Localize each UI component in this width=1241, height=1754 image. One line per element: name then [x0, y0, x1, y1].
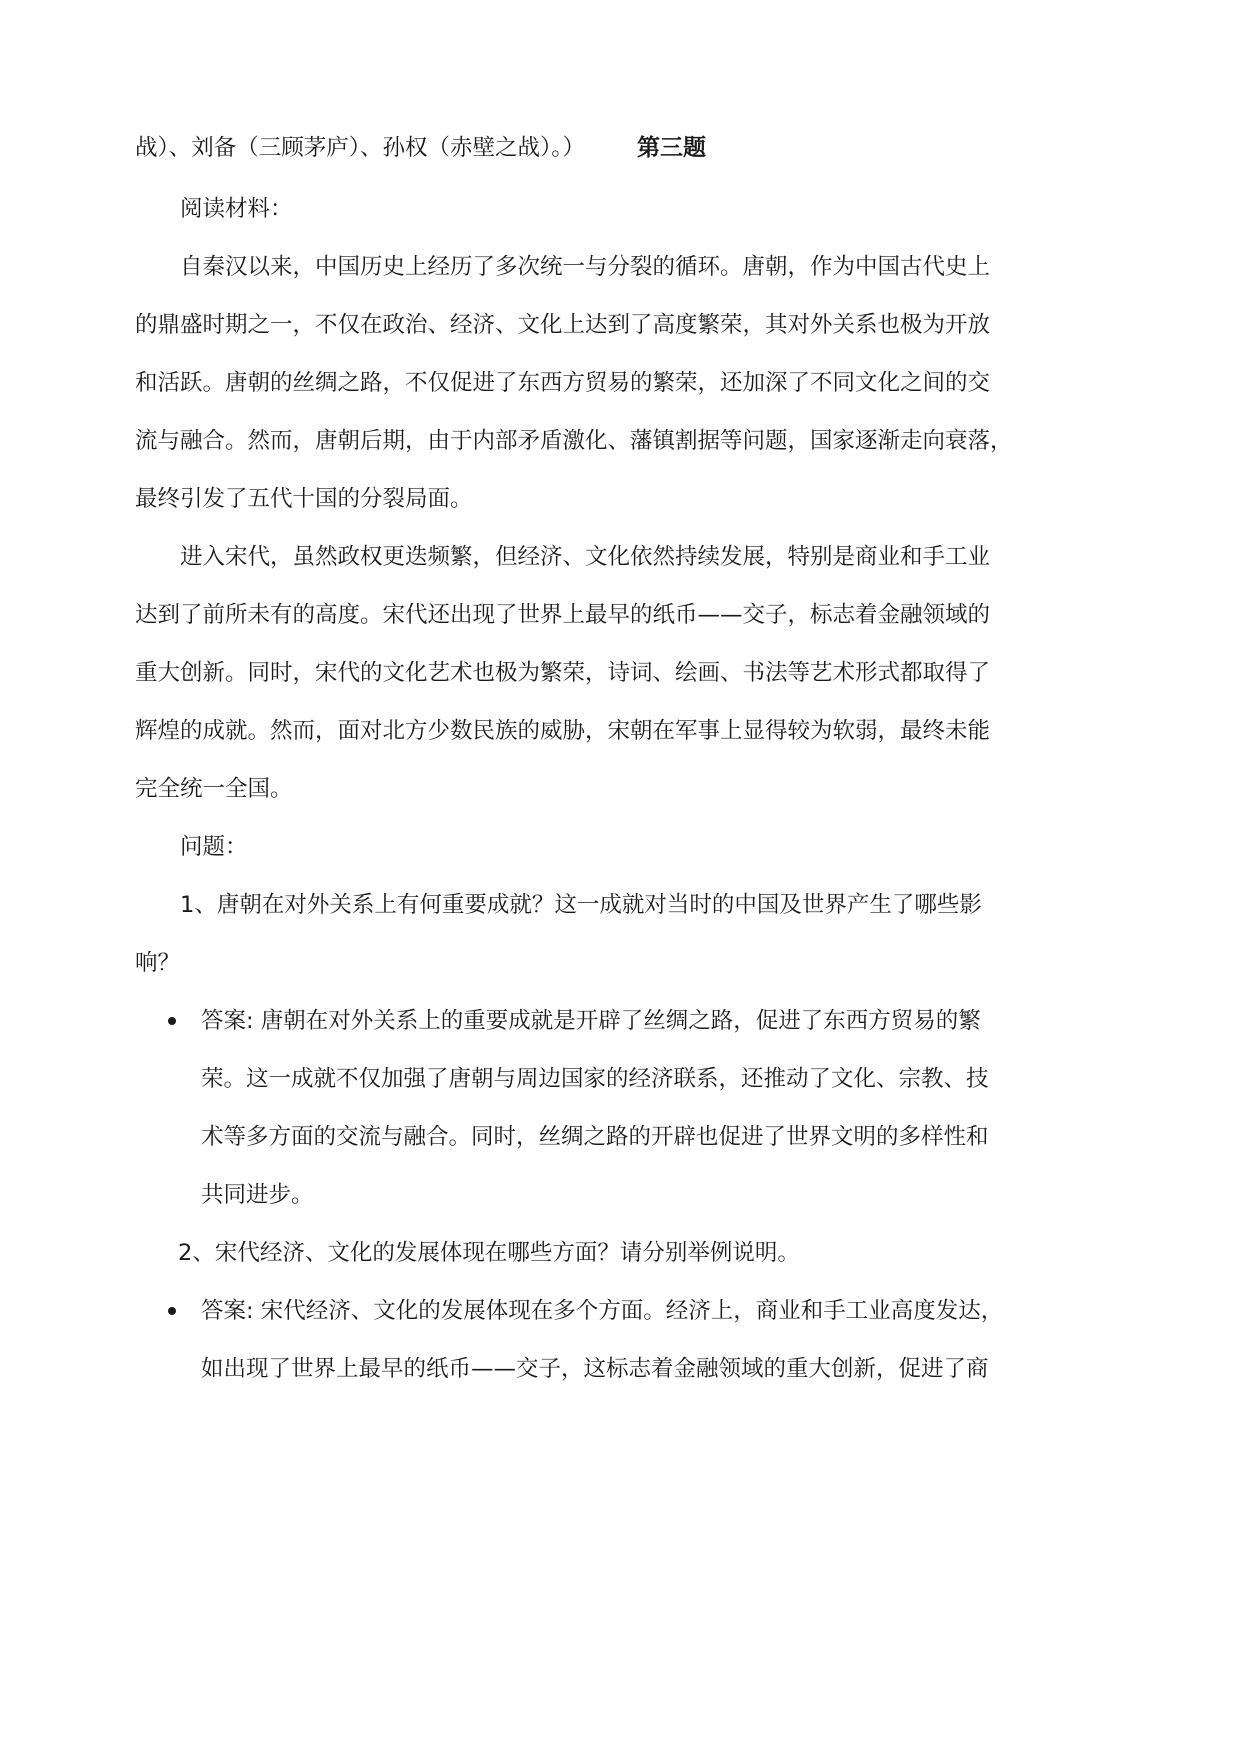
paragraph1-line: 的鼎盛时期之一，不仅在政治、经济、文化上达到了高度繁荣，其对外关系也极为开放: [135, 312, 991, 338]
paragraph1-line: 自秦汉以来，中国历史上经历了多次统一与分裂的循环。唐朝，作为中国古代史上: [180, 254, 991, 280]
paragraph2-line: 达到了前所未有的高度。宋代还出现了世界上最早的纸币——交子，标志着金融领域的: [135, 602, 991, 628]
answer1-line: 共同进步。: [201, 1182, 314, 1208]
paragraph2-line: 重大创新。同时，宋代的文化艺术也极为繁荣，诗词、绘画、书法等艺术形式都取得了: [135, 660, 991, 686]
answer2-line: 如出现了世界上最早的纸币——交子，这标志着金融领域的重大创新，促进了商: [201, 1356, 989, 1382]
top-fragment-line: 战）、刘备（三顾茅庐）、孙权（赤壁之战）。）: [135, 135, 586, 161]
answer1-line: 答案: 唐朝在对外关系上的重要成就是开辟了丝绸之路，促进了东西方贸易的繁: [201, 1008, 981, 1034]
section-title: 第三题: [637, 135, 706, 161]
answer1-bullet: [168, 1017, 176, 1025]
paragraph1-line: 流与融合。然而，唐朝后期，由于内部矛盾激化、藩镇割据等问题，国家逐渐走向衰落，: [135, 428, 1013, 454]
question1-line: 响？: [135, 950, 181, 976]
question2-line: 2、宋代经济、文化的发展体现在哪些方面？请分别举例说明。: [178, 1240, 800, 1266]
answer1-line: 术等多方面的交流与融合。同时，丝绸之路的开辟也促进了世界文明的多样性和: [201, 1124, 989, 1150]
question1-line: 1、唐朝在对外关系上有何重要成就？这一成就对当时的中国及世界产生了哪些影: [180, 892, 982, 918]
answer2-bullet: [168, 1307, 176, 1315]
reading-label: 阅读材料：: [180, 196, 293, 222]
paragraph2-line: 进入宋代，虽然政权更迭频繁，但经济、文化依然持续发展，特别是商业和手工业: [180, 544, 991, 570]
answer2-line: 答案: 宋代经济、文化的发展体现在多个方面。经济上，商业和手工业高度发达，: [201, 1298, 1004, 1324]
paragraph1-line: 和活跃。唐朝的丝绸之路，不仅促进了东西方贸易的繁荣，还加深了不同文化之间的交: [135, 370, 991, 396]
answer1-line: 荣。这一成就不仅加强了唐朝与周边国家的经济联系，还推动了文化、宗教、技: [201, 1066, 989, 1092]
questions-label: 问题：: [180, 834, 248, 860]
paragraph2-line: 完全统一全国。: [135, 776, 293, 802]
paragraph1-line: 最终引发了五代十国的分裂局面。: [135, 486, 473, 512]
paragraph2-line: 辉煌的成就。然而，面对北方少数民族的威胁，宋朝在军事上显得较为软弱，最终未能: [135, 718, 991, 744]
